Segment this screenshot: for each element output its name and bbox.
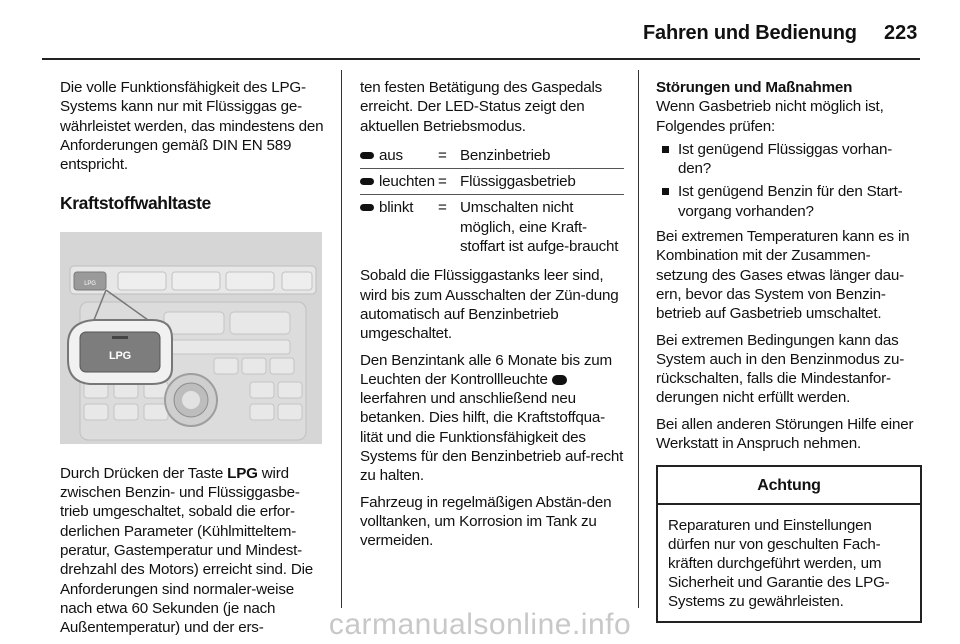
refuel-paragraph: Fahrzeug in regelmäßigen Abstän-den volltanken, um Korrosion im Tank zu vermeiden. (360, 493, 612, 550)
watermark: carmanualsonline.info (328, 608, 632, 641)
list-item: Ist genügend Benzin für den Start-vorgang vorhanden? (656, 182, 922, 221)
lpg-switch-paragraph: Durch Drücken der Taste LPG wird zwischen Benzin- und Flüssiggasbe-trieb umgeschaltet, sobald die erfor-derlichen Parameter (Kühlmitteltem-peratur, Gastemperatur und Mindest-drehzahl des Motors) erreicht sind. Die Anforderungen sind normaler-weise nach etwa 60 Sekunden (je nach Außentemperatur) und der ers- (60, 464, 314, 637)
led-row-on: leuchten = Flüssiggasbetrieb (360, 168, 624, 191)
column-2 (360, 78, 624, 558)
led-row-off: aus = Benzinbetrieb (360, 143, 624, 165)
workshop-paragraph: Bei allen anderen Störungen Hilfe einer Werkstatt in Anspruch nehmen. (656, 415, 914, 453)
petrol-tank-paragraph: Den Benzintank alle 6 Monate bis zum Leuchten der Kontrollleuchte leerfahren und anschließend neu betanken. Dies hilft, die Kraftstoffqua-lität und die Funktionsfähigkeit des Systems für den Benzinbetrieb auf-recht zu halten. (360, 351, 624, 485)
page-number: 223 (884, 22, 918, 44)
column-divider-1 (341, 70, 342, 608)
temperature-paragraph: Bei extremen Temperaturen kann es in Kombination mit der Zusammen-setzung des Gases etwas länger dau-ern, bevor das System von Benzin-betrieb auf Gasbetrieb umschaltet. (656, 228, 910, 323)
column-3 (656, 78, 922, 623)
led-row-blinking: blinkt = Umschalten nicht möglich, eine Kraft-stoffart ist aufge-braucht (360, 194, 624, 256)
led-indicator-icon (360, 152, 374, 159)
lpg-console-illustration (60, 232, 322, 444)
square-bullet-icon (662, 188, 669, 195)
troubleshooting-lead: Wenn Gasbetrieb nicht möglich ist, Folgendes prüfen: (656, 98, 884, 135)
lpg-button-label: LPG (108, 349, 132, 362)
fuel-warning-light-icon (552, 375, 567, 385)
column-1 (60, 78, 324, 644)
warning-body: Reparaturen und Einstellungen dürfen nur von geschulten Fach-kräften durchgeführt werden, um Sicherheit und Garantie des LPG-Systems zu gewährleisten. (668, 516, 890, 610)
header-rule (42, 58, 920, 60)
warning-box (656, 465, 922, 622)
list-item: Ist genügend Flüssiggas vorhan-den? (656, 140, 922, 179)
led-status-table (360, 143, 624, 256)
tank-empty-paragraph: Sobald die Flüssiggastanks leer sind, wird bis zum Ausschalten der Zün-dung automatisch auf Benzinbetrieb umgeschaltet. (360, 267, 619, 343)
check-list (656, 140, 922, 221)
intro-paragraph: Die volle Funktionsfähigkeit des LPG-Systems kann nur mit Flüssiggas ge-währleistet werden, das mindestens den Anforderungen gemäß DIN EN 589 entspricht. (60, 79, 324, 174)
section-heading: Kraftstoffwahltaste (60, 193, 211, 214)
lpg-switch-figure (60, 232, 322, 444)
lpg-key-name: LPG (227, 464, 258, 482)
extreme-conditions-paragraph: Bei extremen Bedingungen kann das System auch in den Benzinmodus zu-rückschalten, falls die Mindestanfor-derungen nicht erfüllt werden. (656, 331, 905, 407)
led-status-paragraph: ten festen Betätigung des Gaspedals erreicht. Der LED-Status zeigt den aktuellen Betriebsmodus. (360, 79, 603, 135)
square-bullet-icon (662, 146, 669, 153)
warning-title: Achtung (658, 467, 920, 504)
troubleshooting-heading: Störungen und Maßnahmen (656, 79, 853, 96)
column-divider-2 (638, 70, 639, 608)
led-indicator-icon (360, 204, 374, 211)
small-lpg-button-label: LPG (84, 280, 96, 287)
page-header-title: Fahren und Bedienung (643, 22, 857, 44)
led-indicator-icon (360, 178, 374, 185)
